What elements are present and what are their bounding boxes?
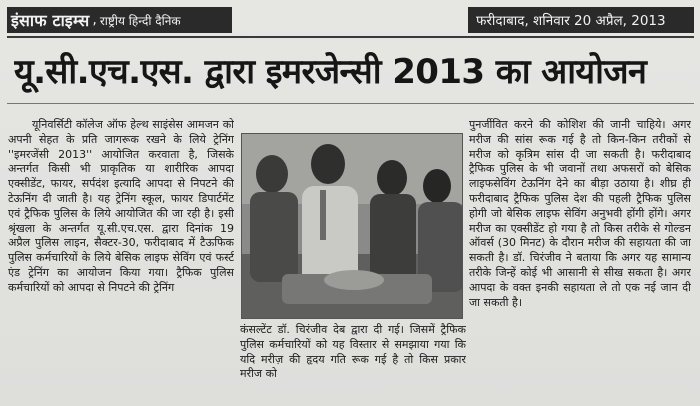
headline-rule	[7, 103, 694, 104]
article-column-right: पुनर्जीवित करने की कोशिश की जानी चाहिये। अगर मरीज की सांस रूक गई है तो किन-किन तरीकों से मरीज को कृत्रिम सांस दी जा सकती है। फरीदाबाद ट्रैफिक पुलिस के भी जवानों तथा अफसरों को बेसिक लाइफसेविंग टेऊनिंग देने का बीड़ा उठाया है। शीघ्र ही फरीदाबाद ट्रैफिक पुलिस देश की पहली ट्रैफिक पुलिस होगी जो बेसिक लाइफ सेविंग अनुभवी होंगी होंगे। अगर मरीज का एक्सीडेंट हो गया है तो किस तरीके से गोल्डन ऑवर्स (30 मिनट) के दौरान मरीज की सहायता की जा सकती है। डॉ. चिरंजीव ने बताया कि अगर यह सामान्य तरीके जिन्हें कोई भी आसानी से सीख सकता है। अगर आपदा के वक्त इनकी सहायता ले तो एक नई जान दी जा सकती है।	[469, 118, 691, 309]
paper-tagline: राष्ट्रीय हिन्दी दैनिक	[99, 13, 181, 28]
masthead-rule	[7, 36, 694, 38]
masthead-banner	[7, 7, 232, 33]
article-column-left: यूनिवर्सिटी कॉलेज ऑफ हेल्थ साइंसेस आमजन को अपनी सेहत के प्रति जागरूक रखने के लिये ट्रेनिंग ''इमरजेंसी 2013'' आयोजित करवाता है, जिसके अन्तर्गत किसी भी प्राकृतिक या शारीरिक आपदा एक्सीडेंट, फायर, सर्पदंश इत्यादि आपदा से निपटने की टेऊनिंग दी जाती है। यह ट्रेनिंग स्कूल, फायर डिपार्टमेंट एवं ट्रैफिक पुलिस के लिये आयोजित की जा रही है। इसी श्रृंखला के अन्तर्गत यू.सी.एच.एस. द्वारा दिनांक 19 अप्रैल पुलिस लाइन, सैक्टर-30, फरीदाबाद में टैऊफिक पुलिस कर्मचारियों के लिये बेसिक लाइफ सेविंग एवं फर्स्ट एंड ट्रेनिंग का आयोजन किया गया। ट्रैफिक पुलिस कर्मचारियों को आपदा से निपटने की ट्रेनिंग	[8, 118, 234, 294]
photo-illustration	[242, 134, 463, 319]
masthead-separator: ,	[92, 12, 97, 28]
date-banner	[468, 7, 694, 33]
article-headline: यू.सी.एच.एस. द्वारा इमरजेन्सी 2013 का आयोजन	[14, 52, 647, 92]
article-photo	[241, 133, 463, 319]
date-line: फरीदाबाद, शनिवार 20 अप्रैल, 2013	[476, 13, 666, 29]
paper-name: इंसाफ टाइम्स	[11, 11, 90, 30]
photo-caption-text: कंसल्टेंट डॉ. चिरंजीव देब द्वारा दी गई। जिसमें ट्रैफिक पुलिस कर्मचारियों को यह विस्तार से समझाया गया कि यदि मरीज़ की हृदय गति रूक गई है तो किस प्रकार मरीज को	[240, 323, 466, 381]
